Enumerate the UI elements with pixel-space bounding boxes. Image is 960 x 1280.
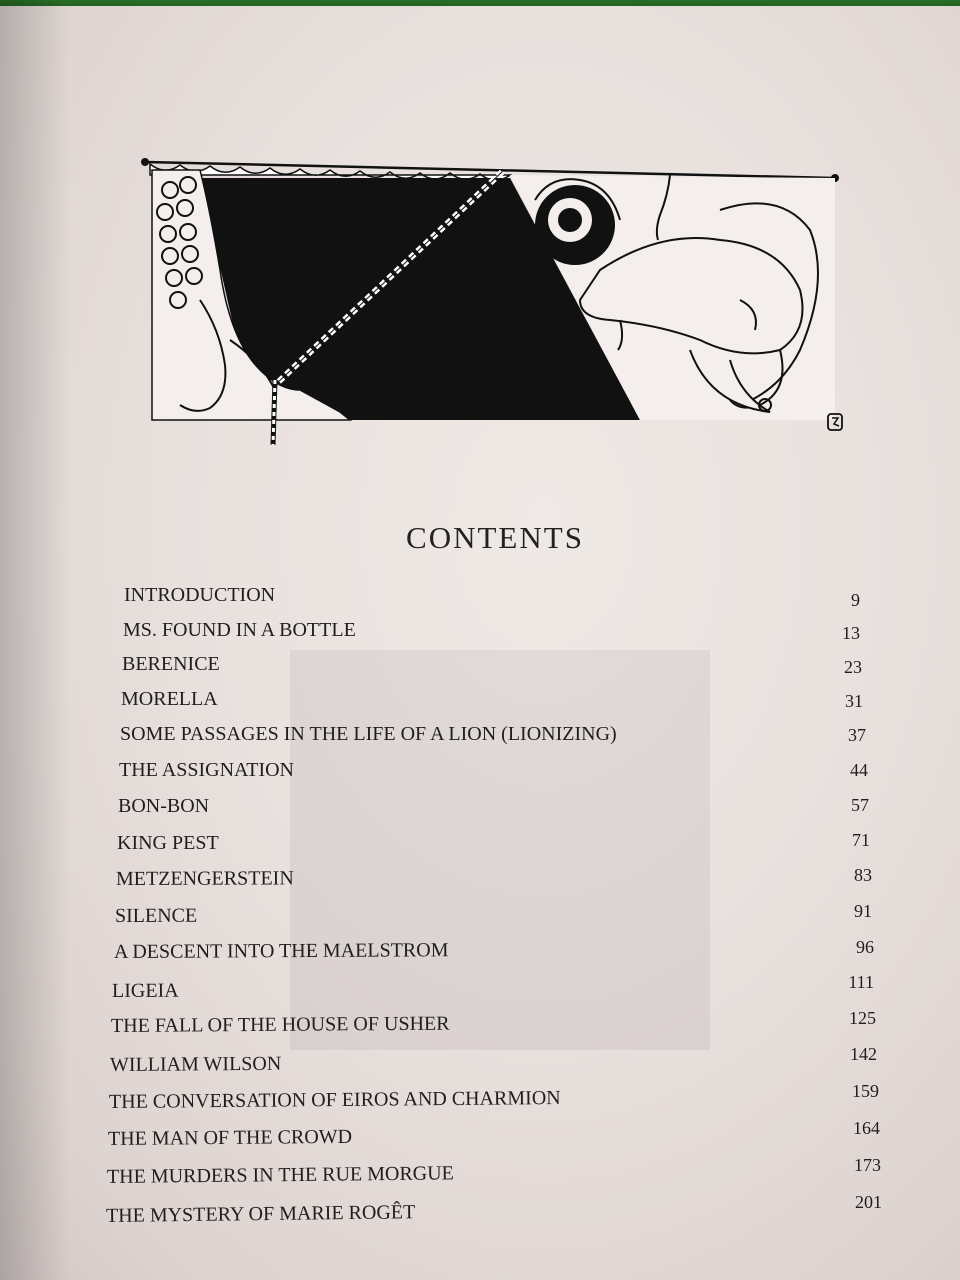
toc-entry-page: 23 [844,657,862,677]
toc-entry-page: 173 [854,1155,881,1175]
toc-entry-page: 96 [856,937,874,957]
toc-entry-title: SILENCE [114,904,198,927]
toc-entry-title: THE CONVERSATION OF EIROS AND CHARMION [108,1087,561,1113]
toc-entry-title: KING PEST [117,832,219,854]
toc-entry-title: A DESCENT INTO THE MAELSTROM [113,939,449,963]
toc-entry-title: WILLIAM WILSON [109,1052,282,1076]
toc-entry-page: 13 [842,623,860,643]
toc-entry-title: THE FALL OF THE HOUSE OF USHER [110,1012,450,1037]
toc-entry-page: 201 [855,1192,882,1212]
toc-entry-page: 125 [849,1008,876,1028]
toc-entry-page: 9 [851,590,860,610]
toc-entry-title: BON-BON [118,795,210,817]
toc-entry-page: 83 [854,865,872,885]
toc-entry-title: THE ASSIGNATION [119,759,294,781]
toc-entry-page: 44 [850,760,868,780]
toc-entry-title: BERENICE [122,653,220,675]
toc-entry-page: 164 [853,1118,880,1138]
toc-entry-title: METZENGERSTEIN [115,867,294,890]
toc-entry-title: MORELLA [121,688,218,710]
toc-entry-title: THE MAN OF THE CROWD [107,1125,353,1150]
toc-entry-title: SOME PASSAGES IN THE LIFE OF A LION (LIONIZING) [120,723,617,745]
toc-entry-page: 31 [845,691,863,711]
toc-entry-title: MS. FOUND IN A BOTTLE [123,619,356,641]
toc-entry-title: LIGEIA [111,979,179,1002]
toc-entry-page: 111 [848,972,874,992]
toc-entry-title: THE MURDERS IN THE RUE MORGUE [106,1162,454,1188]
toc-entry-title: THE MYSTERY OF MARIE ROGÊT [105,1201,416,1227]
toc-entry-page: 91 [854,901,872,921]
toc-entry-page: 71 [852,830,870,850]
toc-entry-page: 37 [848,725,866,745]
contents-heading: CONTENTS [406,520,584,555]
toc-entry-page: 159 [852,1081,879,1101]
toc-entry-page: 57 [851,795,869,815]
toc-entry-page: 142 [850,1044,877,1064]
toc-entry-title: INTRODUCTION [124,584,276,606]
